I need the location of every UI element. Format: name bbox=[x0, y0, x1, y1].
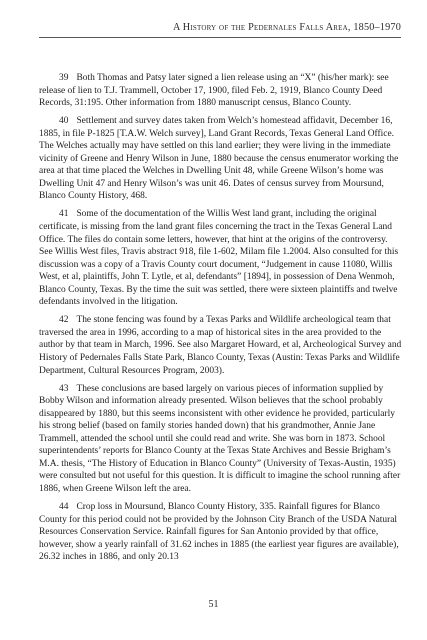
note-text: Both Thomas and Patsy later signed a lien release using an “X” (his/her mark): see release of lien to T.J. Trammell, October 17, 1900, filed Feb. 2, 1919, Blanco County Deed Records, 31:195. Other information from 1880 manuscript census, Blanco County. bbox=[39, 73, 389, 109]
note-text: Settlement and survey dates taken from Welch’s homestead affidavit, December 16, 1885, in file P-1825 [T.A.W. Welch survey], Land Grant Records, Texas General Land Office. The Welches actually may have settled on this land earlier; they were living in the immediate vicinity of Greene and Henry Wilson in June, 1880 because the census enumerator working the area at that time placed the Welches in Dwelling Unit 48, while Greene Wilson’s home was Dwelling Unit 47 and Henry Wilson’s was unit 46. Dates of census survey from Moursund, Blanco County History, 468. bbox=[39, 116, 399, 202]
header-rule bbox=[39, 37, 401, 38]
note-text: The stone fencing was found by a Texas Parks and Wildlife archeological team that traversed the area in 1996, according to a map of historical sites in the area provided to the author by that team in March, 1996. See also Margaret Howard, et al, Archeological Survey and History of Pedernales Falls State Park, Blanco County, Texas (Austin: Texas Parks and Wildlife Department, Cultural Resources Program, 2003). bbox=[39, 315, 402, 376]
note-number: 41 bbox=[59, 209, 69, 220]
endnote-42 bbox=[39, 314, 403, 377]
endnote-41 bbox=[39, 208, 403, 308]
note-text: Some of the documentation of the Willis West land grant, including the original certificate, is missing from the land grant files concerning the tract in the Texas General Land Office. The files do contain some letters, however, that hint at the origins of the controversy. See Willis West files, Travis abstract 918, file 1-602, Milam file 1.2004. Also consulted for this discussion was a copy of a Travis County court document, “Judgement in cause 11080, Willis West, et al, plaintiffs, John T. Lytle, et al, defendants” [1894], in possession of Dena Wenmoh, Blanco County, Texas. By the time the suit was settled, there were sixteen plaintiffs and twelve defendants involved in the litigation. bbox=[39, 209, 399, 308]
endnote-39 bbox=[39, 72, 403, 110]
endnote-40 bbox=[39, 115, 403, 203]
note-number: 43 bbox=[59, 383, 69, 394]
note-number: 42 bbox=[59, 315, 69, 326]
endnotes bbox=[39, 72, 403, 569]
endnote-44 bbox=[39, 501, 403, 564]
page-number: 51 bbox=[208, 599, 219, 610]
note-number: 44 bbox=[59, 502, 69, 512]
note-text: Crop loss in Moursund, Blanco County History, 335. Rainfall figures for Blanco County for this period could not be provided by the Johnson City Branch of the USDA Natural Resources Conservation Service. Rainfall figures for San Antonio provided by that office, however, show a yearly rainfall of 31.62 inches in 1885 (the earliest year figures are available), 26.32 inches in 1886, and only 20.13 bbox=[39, 502, 399, 563]
endnote-43 bbox=[39, 383, 403, 496]
note-text: These conclusions are based largely on various pieces of information supplied by Bobby Wilson and information already presented. Wilson believes that the school probably disappeared by 1880, but this seems inconsistent with other evidence he provided, particularly his strong belief (based on family stories handed down) that his grandmother, Annie Jane Trammell, attended the school until she could read and write. She was born in 1873. School superintendents’ reports for Blanco County at the Texas State Archives and Bessie Brigham’s M.A. thesis, “The History of Education in Blanco County” (University of Texas-Austin, 1935) were consulted but not useful for this question. It is difficult to imagine the school running after 1886, when Greene Wilson left the area. bbox=[39, 383, 401, 494]
running-header: A History of the Pedernales Falls Area, 1850–1970 bbox=[173, 22, 401, 33]
note-number: 39 bbox=[59, 73, 69, 83]
note-number: 40 bbox=[59, 116, 69, 127]
